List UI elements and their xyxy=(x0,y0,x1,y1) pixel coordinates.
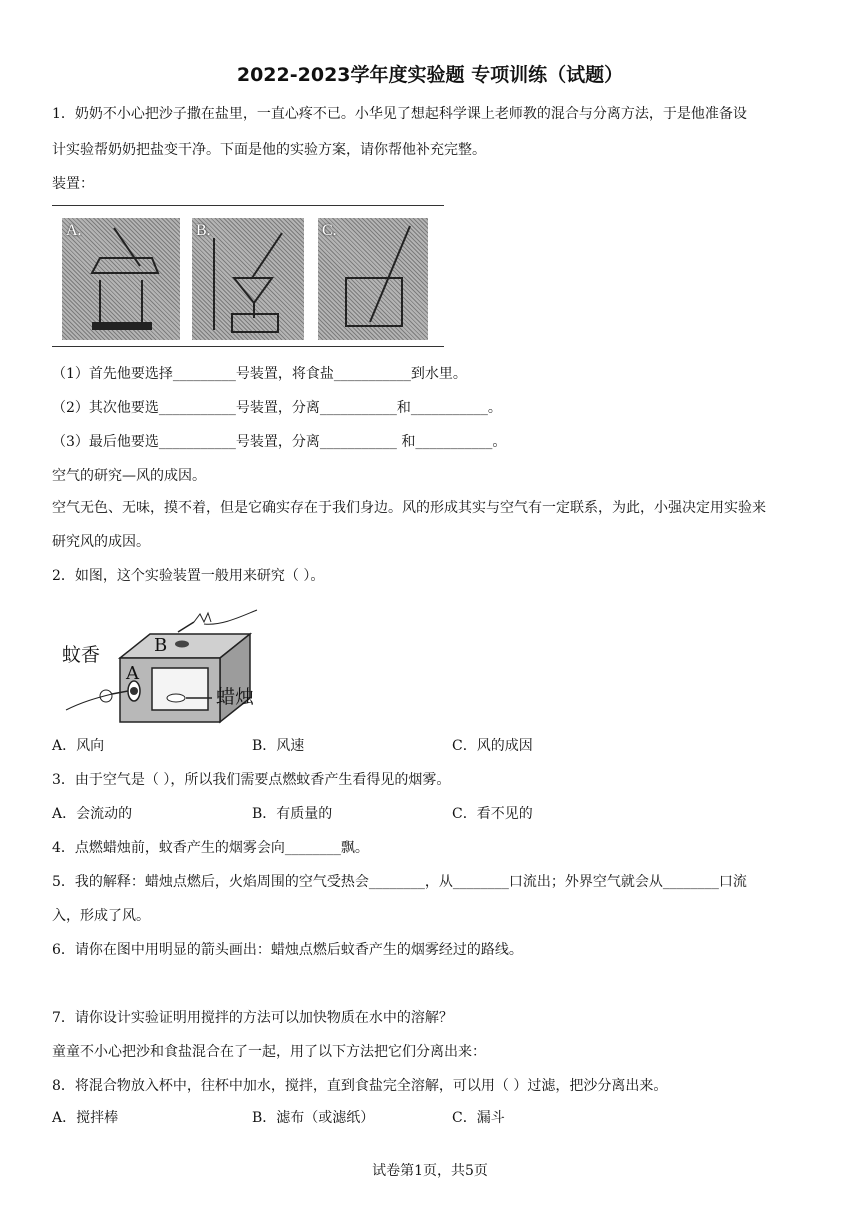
q6-stem: 6．请你在图中用明显的箭头画出：蜡烛点燃后蚊香产生的烟雾经过的路线。 xyxy=(52,942,523,958)
panel-label-a: A. xyxy=(66,222,82,239)
opening-a-label: A xyxy=(126,663,139,684)
device-label: 装置： xyxy=(52,176,94,192)
panel-label-b: B. xyxy=(196,222,211,239)
q5-line1: 5．我的解释：蜡烛点燃后，火焰周围的空气受热会________，从________口流出；外界空气就会从________口流 xyxy=(52,874,747,890)
air-heading: 空气的研究—风的成因。 xyxy=(52,468,206,484)
q5-line2: 入，形成了风。 xyxy=(52,908,150,924)
wind-box-figure xyxy=(52,606,282,726)
candle-label: 蜡烛 xyxy=(216,686,255,708)
page-title: 2022-2023学年度实验题 专项训练（试题） xyxy=(236,64,624,86)
q2-option-c[interactable]: C．风的成因 xyxy=(452,738,533,754)
q3-option-c[interactable]: C．看不见的 xyxy=(452,806,533,822)
q7-stem: 7．请你设计实验证明用搅拌的方法可以加快物质在水中的溶解？ xyxy=(52,1010,453,1026)
q3-option-a[interactable]: A．会流动的 xyxy=(52,806,133,822)
incense-label: 蚊香 xyxy=(62,644,101,666)
q2-stem: 2．如图，这个实验装置一般用来研究（ ）。 xyxy=(52,568,325,584)
apparatus-b-figure xyxy=(192,218,304,340)
figure-bottom-rule xyxy=(52,346,444,347)
q2-option-a[interactable]: A．风向 xyxy=(52,738,105,754)
air-para-line1: 空气无色、无味，摸不着，但是它确实存在于我们身边。风的形成其实与空气有一定联系，为此，小强决定用实验来 xyxy=(52,500,766,516)
air-para-line2: 研究风的成因。 xyxy=(52,534,150,550)
panel-label-c: C. xyxy=(322,222,337,239)
evaporating-dish-icon xyxy=(62,218,180,340)
apparatus-c-figure xyxy=(318,218,428,340)
opening-b-label: B xyxy=(154,635,168,656)
q3-option-b[interactable]: B．有质量的 xyxy=(252,806,333,822)
q8-option-b[interactable]: B．滤布（或滤纸） xyxy=(252,1110,375,1126)
q4-stem: 4．点燃蜡烛前，蚊香产生的烟雾会向________飘。 xyxy=(52,840,369,856)
mix-intro: 童童不小心把沙和食盐混合在了一起，用了以下方法把它们分离出来： xyxy=(52,1044,486,1060)
q1-line1: 1．奶奶不小心把沙子撒在盐里，一直心疼不已。小华见了想起科学课上老师教的混合与分离方法，于是他准备设 xyxy=(52,106,747,122)
q1-step-2: （2）其次他要选___________号装置，分离___________和___________。 xyxy=(52,400,502,416)
q1-step-3: （3）最后他要选___________号装置，分离___________ 和___________。 xyxy=(52,434,507,450)
figure-top-rule xyxy=(52,205,444,206)
wind-box-icon xyxy=(52,606,282,726)
q8-option-c[interactable]: C．漏斗 xyxy=(452,1110,505,1126)
q2-option-b[interactable]: B．风速 xyxy=(252,738,305,754)
q1-line2: 计实验帮奶奶把盐变干净。下面是他的实验方案，请你帮他补充完整。 xyxy=(52,142,486,158)
page-footer: 试卷第1页，共5页 xyxy=(372,1163,488,1179)
q8-stem: 8．将混合物放入杯中，往杯中加水，搅拌，直到食盐完全溶解，可以用（ ）过滤，把沙分离出来。 xyxy=(52,1078,668,1094)
q1-step-1: （1）首先他要选择_________号装置，将食盐___________到水里。 xyxy=(52,366,467,382)
q8-option-a[interactable]: A．搅拌棒 xyxy=(52,1110,119,1126)
apparatus-a-figure xyxy=(62,218,180,340)
filter-funnel-icon xyxy=(192,218,304,340)
q3-stem: 3．由于空气是（ ），所以我们需要点燃蚊香产生看得见的烟雾。 xyxy=(52,772,451,788)
beaker-stirring-icon xyxy=(318,218,428,340)
